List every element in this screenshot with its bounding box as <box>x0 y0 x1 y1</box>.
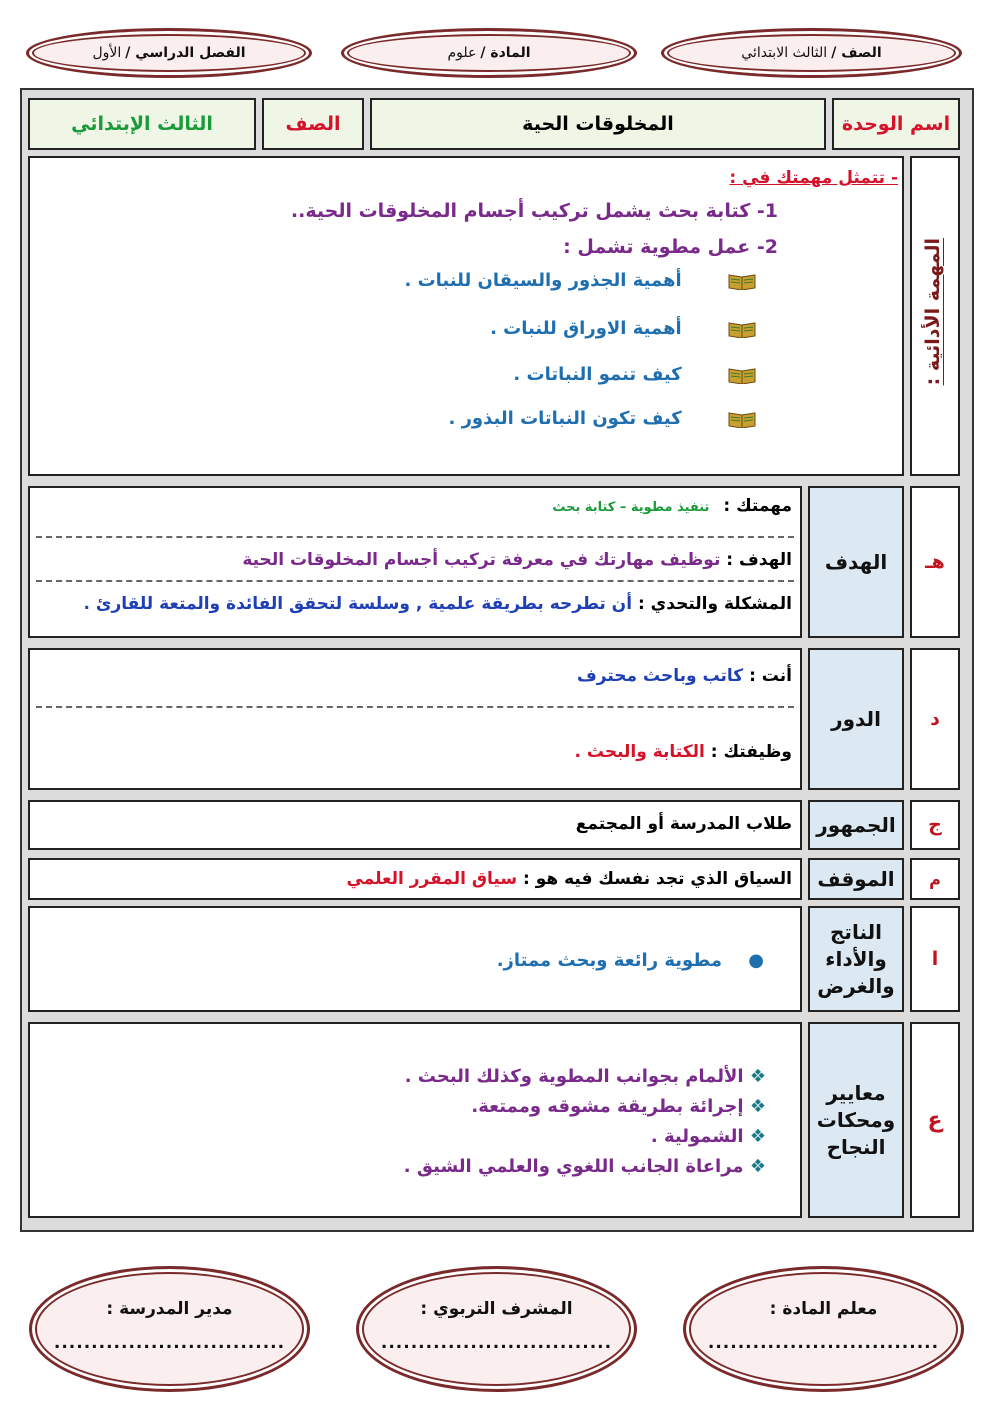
goal-label-cell <box>808 486 904 638</box>
bullet-dot-icon: ● <box>748 950 764 971</box>
situation-label: الموقف <box>817 866 895 891</box>
book-icon <box>728 320 756 338</box>
criteria-text: الشمولية . <box>650 1126 744 1147</box>
goal-goal-value: توظيف مهارتك في معرفة تركيب أجسام المخلوقات الحية <box>242 550 721 570</box>
role-you-label: أنت : <box>749 666 792 686</box>
product-line <box>497 950 764 971</box>
product-label-3: والغرض <box>817 973 895 998</box>
criteria-item-2 <box>471 1096 766 1117</box>
book-icon <box>728 366 756 384</box>
situation-label-cell <box>808 858 904 900</box>
unit-label: اسم الوحدة <box>832 98 960 150</box>
situation-content <box>28 858 802 900</box>
goal-label: الهدف <box>824 549 888 574</box>
criteria-label-cell <box>808 1022 904 1218</box>
book-icon <box>728 272 756 290</box>
role-job-label: وظيفتك : <box>710 742 792 762</box>
goal-task-line <box>552 496 792 516</box>
supervisor-signature <box>356 1266 637 1392</box>
divider <box>36 580 794 582</box>
subject-header <box>341 28 637 78</box>
goal-task-value: تنفيذ مطوية – كتابة بحث <box>552 500 710 515</box>
goal-content <box>28 486 802 638</box>
grade-header-label: الصف / <box>831 45 882 61</box>
grade-value: الثالث الإبتدائي <box>28 98 256 150</box>
criteria-item-3 <box>651 1126 766 1147</box>
term-header-value: الأول <box>92 45 122 61</box>
audience-letter-cell <box>910 800 960 850</box>
audience-label-cell <box>808 800 904 850</box>
unit-value: المخلوقات الحية <box>370 98 826 150</box>
task-bullet-2 <box>490 318 756 339</box>
criteria-item-1 <box>405 1066 766 1087</box>
diamond-bullet-icon: ❖ <box>749 1066 766 1087</box>
grade-header-value: الثالث الابتدائي <box>741 45 828 61</box>
product-label-cell <box>808 906 904 1012</box>
task-item-2: 2- عمل مطوية تشمل : <box>563 236 778 258</box>
product-letter-cell <box>910 906 960 1012</box>
divider <box>36 706 794 708</box>
audience-label: الجمهور <box>816 812 896 837</box>
role-job-line <box>574 742 792 762</box>
goal-task-label: مهمتك : <box>723 496 792 516</box>
goal-letter-cell <box>910 486 960 638</box>
task-item-1: 1- كتابة بحث يشمل تركيب أجسام المخلوقات الحية.. <box>290 200 778 222</box>
role-content <box>28 648 802 790</box>
role-letter-cell <box>910 648 960 790</box>
product-letter: ا <box>931 948 939 970</box>
term-header <box>26 28 312 78</box>
diamond-bullet-icon: ❖ <box>749 1096 766 1117</box>
subject-header-value: علوم <box>447 45 477 61</box>
problem-line <box>84 594 793 614</box>
role-you-line <box>577 666 792 686</box>
audience-letter: ج <box>928 814 942 836</box>
principal-dots: ............................... <box>53 1333 286 1353</box>
goal-problem-label: المشكلة والتحدي : <box>637 594 792 614</box>
diamond-bullet-icon: ❖ <box>749 1126 766 1147</box>
role-job-value: الكتابة والبحث . <box>574 742 705 762</box>
audience-value: طلاب المدرسة أو المجتمع <box>575 814 792 834</box>
situation-text: السياق الذي تجد نفسك فيه هو : <box>523 869 792 889</box>
criteria-text: مراعاة الجانب اللغوي والعلمي الشيق . <box>403 1156 744 1177</box>
role-label: الدور <box>831 706 881 731</box>
goal-problem-value: أن تطرحه بطريقة علمية , وسلسة لتحقق الفائدة والمتعة للقارئ . <box>83 594 633 614</box>
product-label-2: والأداء <box>825 946 887 971</box>
criteria-label-3: النجاح <box>826 1134 886 1159</box>
role-you-value: كاتب وباحث محترف <box>577 666 744 686</box>
diamond-bullet-icon: ❖ <box>749 1156 766 1177</box>
task-bullet-text: أهمية الجذور والسيقان للنبات . <box>404 270 682 291</box>
criteria-text: إجرائة بطريقة مشوقه وممتعة. <box>471 1096 744 1117</box>
task-bullet-1 <box>404 270 756 291</box>
goal-letter: هـ <box>925 551 945 573</box>
task-bullet-4 <box>448 408 756 429</box>
task-intro: - تتمثل مهمتك في : <box>729 168 898 188</box>
product-value: مطوية رائعة وبحث ممتاز. <box>496 950 722 971</box>
principal-signature <box>29 1266 310 1392</box>
teacher-label: معلم المادة : <box>769 1299 878 1319</box>
supervisor-dots: ............................... <box>380 1333 613 1353</box>
audience-content <box>28 800 802 850</box>
task-side-cell <box>910 156 960 476</box>
product-label-1: الناتج <box>830 919 882 944</box>
criteria-content <box>28 1022 802 1218</box>
criteria-text: الألمام بجوانب المطوية وكذلك البحث . <box>404 1066 744 1087</box>
situation-letter-cell <box>910 858 960 900</box>
criteria-label-1: معايير <box>826 1080 886 1105</box>
role-letter: د <box>930 708 940 730</box>
situation-value: سياق المقرر العلمي <box>346 869 518 889</box>
criteria-letter: ع <box>927 1107 943 1133</box>
task-bullet-text: كيف تكون النباتات البذور . <box>448 408 682 429</box>
criteria-label-2: ومحكات <box>816 1107 896 1132</box>
task-side-label: المهمة الأدائية : <box>922 238 944 386</box>
situation-line <box>346 869 792 889</box>
supervisor-label: المشرف التربوي : <box>420 1299 573 1319</box>
criteria-letter-cell <box>910 1022 960 1218</box>
teacher-signature <box>683 1266 964 1392</box>
goal-goal-label: الهدف : <box>726 550 792 570</box>
book-icon <box>728 410 756 428</box>
task-bullet-3 <box>513 364 756 385</box>
term-header-label: الفصل الدراسي / <box>125 45 246 61</box>
subject-header-label: المادة / <box>480 45 531 61</box>
task-content <box>28 156 904 476</box>
divider <box>36 536 794 538</box>
teacher-dots: ............................... <box>707 1333 940 1353</box>
task-bullet-text: كيف تنمو النباتات . <box>513 364 682 385</box>
situation-letter: م <box>929 869 941 889</box>
goal-line <box>242 550 792 570</box>
product-content <box>28 906 802 1012</box>
role-label-cell <box>808 648 904 790</box>
principal-label: مدير المدرسة : <box>106 1299 233 1319</box>
task-bullet-text: أهمية الاوراق للنبات . <box>490 318 682 339</box>
grade-label: الصف <box>262 98 364 150</box>
grade-header <box>661 28 962 78</box>
criteria-item-4 <box>404 1156 766 1177</box>
